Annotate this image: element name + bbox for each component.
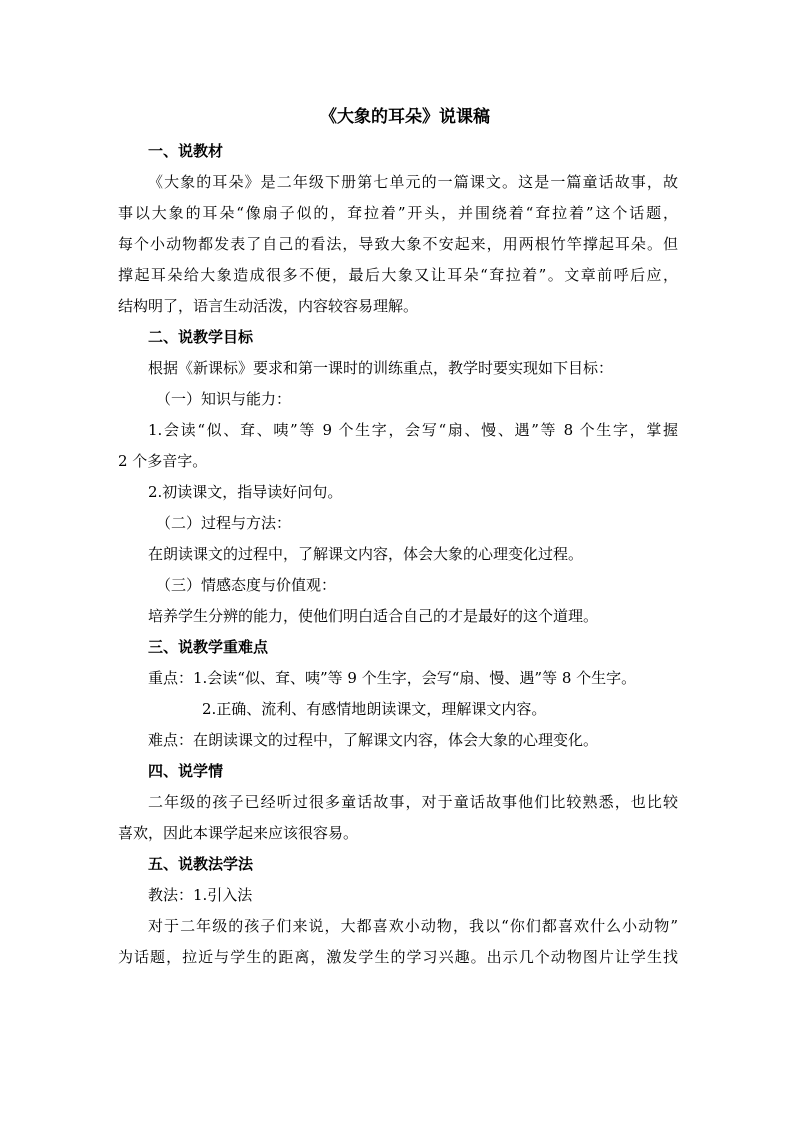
paragraph-line: 结构明了，语言生动活泼，内容较容易理解。 (118, 297, 419, 315)
paragraph-line: 难点：在朗读课文的过程中，了解课文内容，体会大象的心理变化。 (148, 731, 599, 749)
paragraph-line: 撑起耳朵给大象造成很多不便，最后大象又让耳朵“耷拉着”。文章前呼后应， (118, 266, 678, 284)
subsection-heading: （一）知识与能力： (156, 390, 292, 408)
paragraph-line: 事以大象的耳朵“像扇子似的，耷拉着”开头，并围绕着“耷拉着”这个话题， (118, 204, 678, 222)
paragraph-line: 2 个多音字。 (118, 452, 208, 470)
document-title: 《大象的耳朵》说课稿 (320, 107, 490, 127)
document-body (118, 136, 678, 973)
section-heading: 四、说学情 (148, 762, 224, 780)
paragraph-line: 重点：1.会读“似、耷、咦”等 9 个生字，会写“扇、慢、遇”等 8 个生字。 (148, 669, 637, 687)
paragraph-line: 根据《新课标》要求和第一课时的训练重点，教学时要实现如下目标： (148, 359, 614, 377)
paragraph-line: 培养学生分辨的能力，使他们明白适合自己的才是最好的这个道理。 (148, 607, 599, 625)
subsection-heading: （三）情感态度与价值观： (156, 576, 337, 594)
section-heading: 一、说教材 (148, 142, 224, 160)
paragraph-line: 2.初读课文，指导读好问句。 (148, 483, 343, 501)
paragraph-line: 对于二年级的孩子们来说，大都喜欢小动物，我以“你们都喜欢什么小动物” (148, 917, 678, 935)
subsection-heading: （二）过程与方法： (156, 514, 292, 532)
paragraph-line: 在朗读课文的过程中，了解课文内容，体会大象的心理变化过程。 (148, 545, 584, 563)
paragraph-line: 教法：1.引入法 (148, 886, 253, 904)
section-heading: 二、说教学目标 (148, 328, 254, 346)
paragraph-line: 为话题，拉近与学生的距离，激发学生的学习兴趣。出示几个动物图片让学生找 (118, 948, 678, 966)
paragraph-line: 1.会读“似、耷、咦”等 9 个生字，会写“扇、慢、遇”等 8 个生字，掌握 (148, 421, 678, 439)
paragraph-line: 二年级的孩子已经听过很多童话故事，对于童话故事他们比较熟悉，也比较 (148, 793, 678, 811)
paragraph-line: 2.正确、流利、有感情地朗读课文，理解课文内容。 (202, 700, 547, 718)
section-heading: 五、说教法学法 (148, 855, 254, 873)
paragraph-line: 《大象的耳朵》是二年级下册第七单元的一篇课文。这是一篇童话故事，故 (148, 173, 678, 191)
paragraph-line: 每个小动物都发表了自己的看法，导致大象不安起来，用两根竹竿撑起耳朵。但 (118, 235, 678, 253)
section-heading: 三、说教学重难点 (148, 638, 269, 656)
paragraph-line: 喜欢，因此本课学起来应该很容易。 (118, 824, 359, 842)
document-page (118, 98, 678, 973)
